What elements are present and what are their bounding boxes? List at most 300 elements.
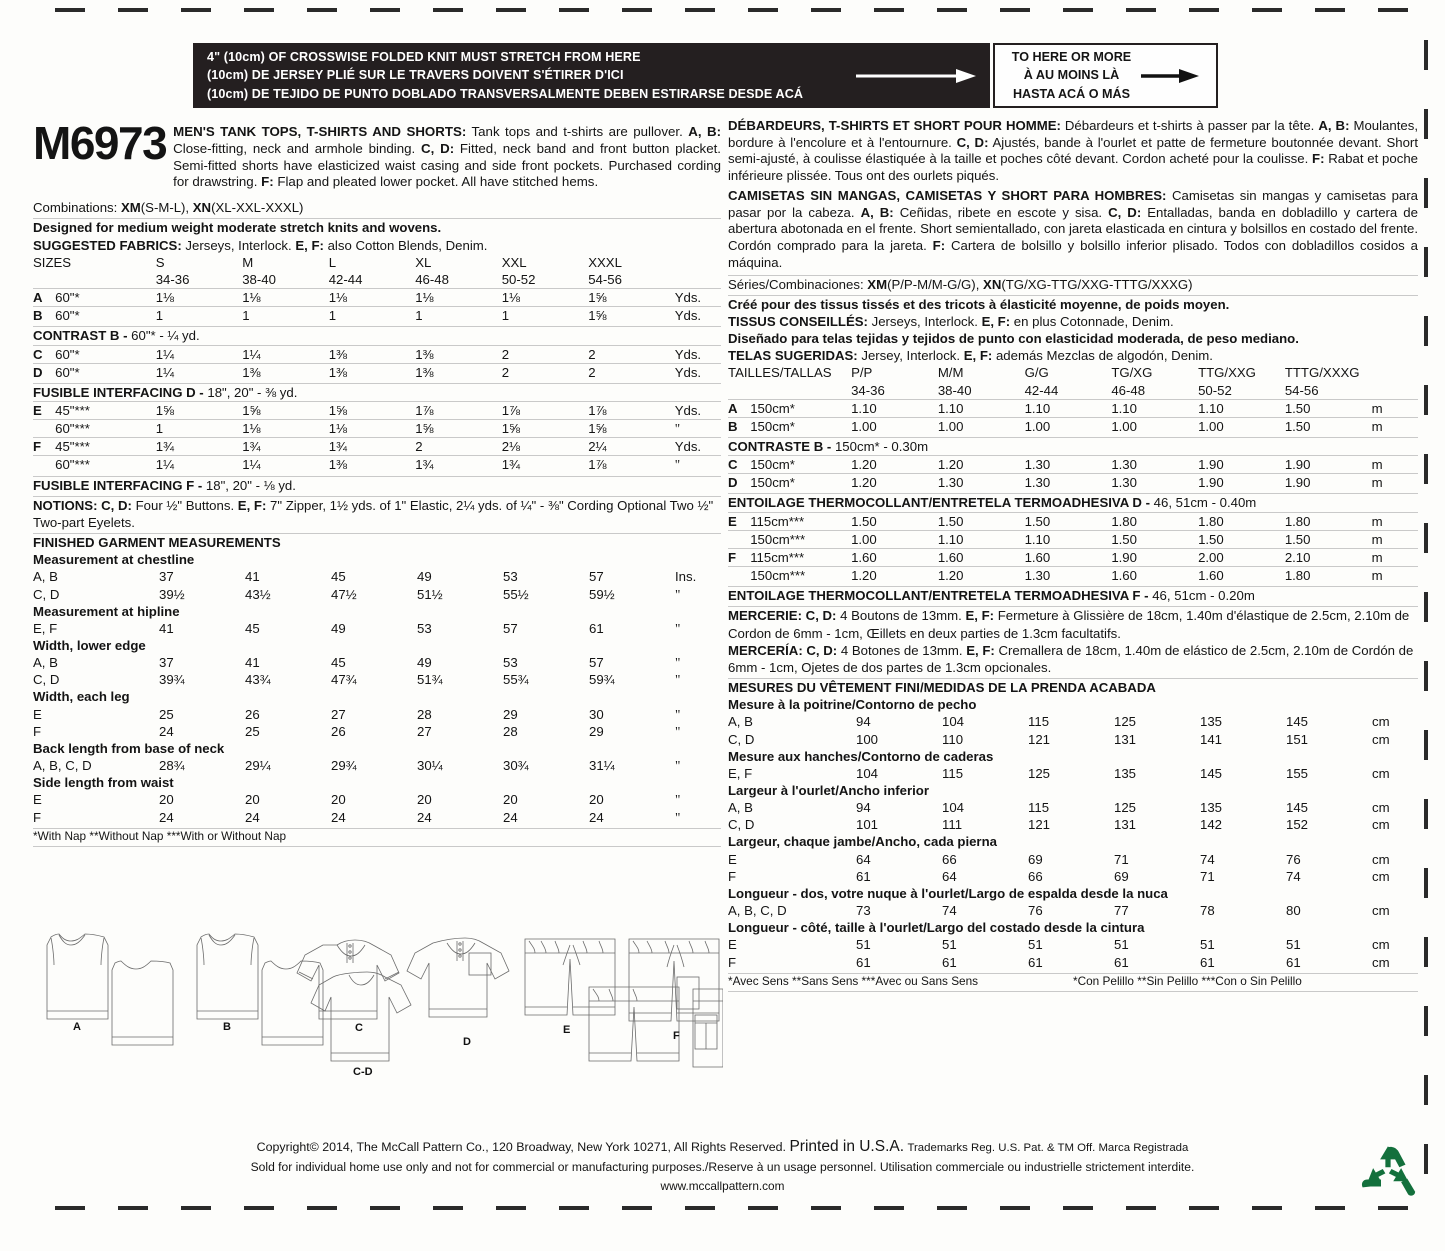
fgm-value-0: 73	[856, 903, 871, 919]
size-name-m-1: M/M	[937, 365, 964, 381]
row-code: F	[728, 548, 750, 566]
row-value-1: 1	[242, 307, 329, 325]
fgm-value-5: 155	[1286, 765, 1309, 781]
row-value-4: 1.80	[1198, 512, 1285, 530]
fgm-value-3: 51½	[417, 586, 443, 602]
finished-measurements-en	[33, 551, 721, 826]
row-value-0: 1.20	[851, 474, 938, 492]
row-value-0: 1.00	[851, 530, 938, 548]
fgm-value-1: 24	[245, 809, 260, 825]
fgm-group-title: Largeur, chaque jambe/Ancho, cada pierna	[728, 834, 997, 850]
interfacing-d-en: FUSIBLE INTERFACING D - 18", 20" - ⅜ yd.	[33, 384, 298, 400]
table-row	[33, 723, 721, 740]
recycle-icon	[1360, 1141, 1416, 1197]
fgm-row-code: A, B	[33, 569, 58, 585]
english-column	[33, 117, 721, 847]
fgm-unit: cm	[1372, 817, 1390, 833]
row-fabric-width: 150cm*	[750, 456, 851, 474]
table-row	[33, 620, 721, 637]
fgm-value-0: 61	[856, 954, 871, 970]
table-row	[33, 654, 721, 671]
fgm-value-4: 24	[503, 809, 518, 825]
row-value-1: 1.20	[938, 456, 1025, 474]
row-value-2: 1¾	[329, 438, 416, 456]
fgm-value-5: 61	[1286, 954, 1301, 970]
table-row	[728, 799, 1418, 816]
table-row	[33, 345, 721, 363]
row-value-0: 1.10	[851, 399, 938, 417]
fgm-value-4: 135	[1200, 714, 1223, 730]
fgm-group-title: Largeur à l'ourlet/Ancho inferior	[728, 782, 929, 798]
table-row	[33, 706, 721, 723]
row-value-3: 1⅜	[415, 363, 502, 381]
table-row	[728, 530, 1418, 548]
row-fabric-width: 150cm*	[750, 417, 851, 435]
table-row	[33, 671, 721, 688]
row-value-3: 1.80	[1111, 512, 1198, 530]
fgm-row-code: F	[728, 868, 737, 884]
row-fabric-width: 115cm***	[750, 548, 851, 566]
footer-website[interactable]: www.mccallpattern.com	[660, 1178, 785, 1193]
row-value-5: 1.50	[1285, 417, 1372, 435]
footer-usage-line: Sold for individual home use only and not for commercial or manufacturing purposes./Reserve à un usage personnel. Utilisation commerciale ou industrielle strictement interdite.	[250, 1160, 1195, 1175]
fgm-value-1: 110	[942, 731, 964, 747]
fgm-unit: cm	[1372, 868, 1390, 884]
row-value-3: 2	[415, 438, 502, 456]
fgm-unit: "	[675, 620, 681, 636]
row-value-3: 1.90	[1111, 548, 1198, 566]
fgm-value-3: 71	[1114, 851, 1129, 867]
size-name-1: M	[242, 254, 254, 270]
row-value-5: 1⅞	[588, 456, 675, 474]
fgm-value-3: 77	[1114, 903, 1129, 919]
fgm-table	[728, 902, 1418, 919]
row-value-3: 1.00	[1111, 417, 1198, 435]
garment-description-fr: DÉBARDEURS, T-SHIRTS ET SHORT POUR HOMME: Débardeurs et t-shirts à passer par la tête. A, B: Moulantes, bordure à l'encolure et à l'entournure. C, D: Ajustés, bande à l'ourlet et patte de fermeture boutonnée devant. Short semi-ajusté, à coulisse élastiquée à la taille et poches côté devant. Cordon acheté pour la coulisse. F: Rabat et poche inférieure plissée. Tous ont des ourlets piqués.	[728, 118, 1418, 184]
fgm-value-3: 28	[417, 706, 432, 722]
row-fabric-width: 60"***	[55, 456, 156, 474]
row-code: D	[33, 363, 55, 381]
row-value-5: 2	[588, 345, 675, 363]
fgm-row-code: F	[728, 954, 737, 970]
fgm-value-2: 26	[331, 723, 346, 739]
drawing-c-tee	[297, 940, 399, 1019]
drawing-d-tee	[407, 938, 509, 1017]
size-range-m-3: 46-48	[1111, 382, 1146, 398]
row-value-1: 1.10	[938, 399, 1025, 417]
drawing-b-tank-back	[262, 961, 323, 1045]
combinations-en: Combinations: XM(S-M-L), XN(XL-XXL-XXXL)	[33, 200, 304, 216]
fgm-table	[33, 568, 721, 602]
fgm-value-4: 55¾	[503, 672, 529, 688]
notions-fr: MERCERIE: C, D: 4 Boutons de 13mm. E, F: Fermeture à Glissière de 18cm, 1.40m d'élastique de 2.5cm, 2.10m de Cordon de 6mm - 1cm, Œillets en deux parties de 1.3cm facultatifs.	[728, 608, 1410, 641]
fgm-value-5: 152	[1286, 817, 1309, 833]
fgm-value-3: 53	[417, 620, 432, 636]
fgm-table	[33, 706, 721, 740]
fgm-value-1: 66	[942, 851, 957, 867]
size-name-5: XXXL	[588, 254, 622, 270]
fgm-group-title: Longueur - côté, taille à l'ourlet/Largo del costado desde la cintura	[728, 920, 1145, 936]
row-value-5: 2	[588, 363, 675, 381]
fgm-table	[33, 757, 721, 774]
row-value-4: 2⅛	[502, 438, 589, 456]
suggested-fabrics-en: SUGGESTED FABRICS: Jerseys, Interlock. E, F: also Cotton Blends, Denim.	[33, 237, 488, 253]
row-value-5: 2¼	[588, 438, 675, 456]
fgm-unit: "	[675, 655, 681, 671]
row-unit: Yds.	[675, 307, 721, 325]
fgm-row-code: A, B	[728, 800, 753, 816]
size-name-m-3: TG/XG	[1111, 365, 1153, 381]
crop-dashes-right	[1424, 0, 1430, 1251]
fgm-value-3: 51	[1114, 937, 1129, 953]
row-fabric-width: 150cm***	[750, 530, 851, 548]
row-value-4: 1	[502, 307, 589, 325]
row-value-2: 1.30	[1025, 474, 1112, 492]
table-row	[728, 713, 1418, 730]
fgm-value-5: 29	[589, 723, 604, 739]
interfacing-d-fr: ENTOILAGE THERMOCOLLANT/ENTRETELA TERMOADHESIVA D - 46, 51cm - 0.40m	[728, 495, 1257, 511]
fgm-value-5: 74	[1286, 868, 1301, 884]
fgm-value-0: 24	[159, 723, 174, 739]
fgm-value-5: 59¾	[589, 672, 615, 688]
row-value-5: 2.10	[1285, 548, 1372, 566]
fgm-value-5: 80	[1286, 903, 1301, 919]
row-value-4: 1.50	[1198, 530, 1285, 548]
fgm-value-0: 28¾	[159, 758, 185, 774]
row-value-2: 1⅜	[329, 456, 416, 474]
label-f: F	[673, 1030, 680, 1042]
to-here-line-en: TO HERE OR MORE	[1011, 49, 1132, 64]
row-value-3: 1⅞	[415, 401, 502, 419]
row-code: B	[33, 307, 55, 325]
fgm-value-2: 125	[1028, 765, 1051, 781]
row-fabric-width: 60"*	[55, 345, 156, 363]
table-row	[728, 851, 1418, 868]
row-code	[33, 420, 55, 438]
label-c-d: C-D	[353, 1066, 373, 1078]
table-row	[728, 902, 1418, 919]
fgm-value-2: 20	[331, 792, 346, 808]
row-value-4: 1.90	[1198, 456, 1285, 474]
fgm-value-2: 69	[1028, 851, 1043, 867]
fgm-value-3: 131	[1114, 817, 1137, 833]
fgm-value-3: 49	[417, 569, 432, 585]
fgm-value-1: 104	[942, 800, 965, 816]
fgm-value-5: 61	[589, 620, 604, 636]
fgm-value-4: 30¾	[503, 758, 529, 774]
fgm-value-1: 104	[942, 714, 965, 730]
row-value-5: 1.50	[1285, 530, 1372, 548]
row-value-1: 1⅛	[242, 289, 329, 307]
table-row	[728, 474, 1418, 492]
fgm-row-code: C, D	[728, 731, 755, 747]
to-here-line-fr: À AU MOINS LÀ	[1023, 68, 1120, 83]
row-code: C	[33, 345, 55, 363]
fgm-value-4: 29	[503, 706, 518, 722]
fgm-value-4: 135	[1200, 800, 1223, 816]
fgm-value-4: 142	[1200, 817, 1223, 833]
fgm-value-5: 145	[1286, 800, 1309, 816]
row-value-2: 1.50	[1025, 512, 1112, 530]
fgm-value-0: 64	[856, 851, 871, 867]
table-row	[728, 548, 1418, 566]
footer-copyright-line	[0, 1135, 1445, 1158]
row-unit: Yds.	[675, 363, 721, 381]
table-row	[728, 456, 1418, 474]
fgm-value-5: 24	[589, 809, 604, 825]
fgm-value-1: 61	[942, 954, 957, 970]
row-fabric-width: 45"***	[55, 401, 156, 419]
fgm-value-1: 43½	[245, 586, 271, 602]
fgm-unit: "	[675, 792, 681, 808]
row-fabric-width: 150cm***	[750, 567, 851, 585]
fgm-value-0: 94	[856, 800, 871, 816]
row-value-0: 1.60	[851, 548, 938, 566]
fgm-table	[33, 791, 721, 825]
pattern-number: M6973	[33, 117, 167, 169]
french-spanish-column	[728, 118, 1418, 992]
drawing-a-tank-back	[112, 961, 173, 1045]
yardage-table-en	[33, 254, 721, 325]
fgm-value-4: 61	[1200, 954, 1215, 970]
garment-description-en: MEN'S TANK TOPS, T-SHIRTS AND SHORTS: Tank tops and t-shirts are pullover. A, B: Close-fitting, neck and armhole binding. C, D: Fitted, neck band and front button placket. Semi-fitted shorts have elasticized waist casing and side front pockets. Purchased cording for drawstring. F: Flap and pleated lower pocket. All have stitched hems.	[173, 124, 721, 190]
row-unit: m	[1372, 567, 1418, 585]
fgm-value-2: 24	[331, 809, 346, 825]
fgm-value-0: 39¾	[159, 672, 185, 688]
table-row	[728, 399, 1418, 417]
fgm-value-4: 20	[503, 792, 518, 808]
drawing-e-shorts	[525, 939, 615, 1015]
row-value-4: 1⅞	[502, 401, 589, 419]
fgm-row-code: E	[33, 792, 42, 808]
row-value-2: 1.00	[1025, 417, 1112, 435]
fgm-value-0: 37	[159, 569, 174, 585]
row-value-1: 1¾	[242, 438, 329, 456]
fgm-value-5: 30	[589, 706, 604, 722]
row-fabric-width: 60"*	[55, 363, 156, 381]
fgm-unit: cm	[1372, 954, 1390, 970]
fgm-value-2: 115	[1028, 800, 1050, 816]
drawing-a-tank	[47, 934, 108, 1019]
fgm-value-3: 30¼	[417, 758, 443, 774]
fgm-value-3: 20	[417, 792, 432, 808]
fgm-unit: "	[675, 706, 681, 722]
fgm-value-5: 20	[589, 792, 604, 808]
size-range-4: 50-52	[501, 271, 536, 287]
fgm-value-2: 121	[1028, 817, 1051, 833]
row-value-0: 1¾	[156, 438, 243, 456]
row-fabric-width: 45"***	[55, 438, 156, 456]
fgm-value-1: 51	[942, 937, 957, 953]
row-value-3: 1.30	[1111, 474, 1198, 492]
fgm-value-0: 101	[856, 817, 879, 833]
row-unit: m	[1372, 512, 1418, 530]
fgm-row-code: E	[728, 851, 737, 867]
row-value-1: 1.50	[938, 512, 1025, 530]
row-code: E	[728, 512, 750, 530]
suggested-fabrics-es: TELAS SUGERIDAS: Jersey, Interlock. E, F: además Mezclas de algodón, Denim.	[728, 348, 1213, 364]
row-value-4: 1¾	[502, 456, 589, 474]
fgm-group-title: Width, lower edge	[33, 638, 146, 653]
fgm-value-5: 59½	[589, 586, 615, 602]
table-row	[33, 438, 721, 456]
table-row	[728, 765, 1418, 782]
fgm-value-3: 69	[1114, 868, 1129, 884]
trademarks-text: Trademarks Reg. U.S. Pat. & TM Off. Marca Registrada	[907, 1142, 1189, 1154]
table-row	[728, 512, 1418, 530]
row-value-5: 1.80	[1285, 567, 1372, 585]
row-code: F	[33, 438, 55, 456]
fgm-unit: "	[675, 758, 681, 774]
fgm-group-title: Side length from waist	[33, 775, 174, 791]
fgm-value-3: 135	[1114, 765, 1137, 781]
table-row	[728, 731, 1418, 748]
table-row	[728, 417, 1418, 435]
label-a: A	[73, 1021, 81, 1033]
fgm-unit: cm	[1372, 800, 1390, 816]
row-unit: m	[1372, 456, 1418, 474]
designed-for-en: Designed for medium weight moderate stretch knits and wovens.	[33, 220, 442, 236]
fgm-value-0: 37	[159, 655, 174, 671]
row-value-1: 1.10	[938, 530, 1025, 548]
footer	[0, 1135, 1445, 1196]
fgm-table	[728, 799, 1418, 833]
fgm-unit: "	[675, 723, 681, 739]
stretch-arrow-white-icon	[856, 68, 976, 84]
contrast-b-en: CONTRAST B - 60"* - ¼ yd.	[33, 328, 200, 344]
fgm-unit: cm	[1372, 937, 1390, 953]
fgm-row-code: E, F	[33, 620, 58, 636]
fgm-value-4: 55½	[503, 586, 529, 602]
row-value-0: 1¼	[156, 456, 243, 474]
table-row	[33, 401, 721, 419]
table-row	[33, 456, 721, 474]
row-value-1: 1⅝	[242, 401, 329, 419]
row-code: A	[33, 289, 55, 307]
fgm-unit: "	[675, 672, 681, 688]
fgm-table	[33, 654, 721, 688]
fgm-value-1: 25	[245, 723, 260, 739]
fgm-value-1: 29¼	[245, 758, 271, 774]
sizes-label-en: SIZES	[33, 254, 72, 270]
fgm-value-2: 29¾	[331, 758, 357, 774]
table-row	[33, 420, 721, 438]
row-value-0: 1⅛	[156, 289, 243, 307]
row-value-3: 1.10	[1111, 399, 1198, 417]
fgm-value-2: 61	[1028, 954, 1043, 970]
fgm-value-0: 100	[856, 731, 879, 747]
row-value-4: 2	[502, 363, 589, 381]
size-name-3: XL	[415, 254, 432, 270]
row-value-2: 1.10	[1025, 399, 1112, 417]
fgm-unit: cm	[1372, 765, 1390, 781]
row-value-0: 1.20	[851, 456, 938, 474]
fgm-group-title: Width, each leg	[33, 689, 130, 705]
nap-note-fr: *Avec Sens **Sans Sens ***Avec ou Sans Sens	[728, 973, 979, 988]
fgm-value-1: 43¾	[245, 672, 271, 688]
fgm-title-en: FINISHED GARMENT MEASUREMENTS	[33, 535, 281, 551]
fgm-unit: cm	[1372, 731, 1390, 747]
row-value-3: 1⅛	[415, 289, 502, 307]
fgm-row-code: A, B, C, D	[33, 758, 92, 774]
row-value-4: 1.60	[1198, 567, 1285, 585]
nap-note-en: *With Nap **Without Nap ***With or Without Nap	[33, 828, 287, 843]
fgm-value-2: 47¾	[331, 672, 357, 688]
stretch-line-es: (10cm) DE TEJIDO DE PUNTO DOBLADO TRANSVERSALMENTE DEBEN ESTIRARSE DESDE ACÁ	[207, 86, 804, 101]
fgm-value-2: 51	[1028, 937, 1043, 953]
row-value-1: 1.30	[938, 474, 1025, 492]
row-value-2: 1.60	[1025, 548, 1112, 566]
row-fabric-width: 150cm*	[750, 474, 851, 492]
size-range-2: 42-44	[328, 271, 363, 287]
fgm-unit: cm	[1372, 903, 1390, 919]
row-value-1: 1.00	[938, 417, 1025, 435]
fgm-value-2: 76	[1028, 903, 1043, 919]
row-value-5: 1⅝	[588, 289, 675, 307]
row-value-3: 1⅝	[415, 420, 502, 438]
row-value-2: 1⅜	[329, 363, 416, 381]
fgm-value-1: 26	[245, 706, 260, 722]
size-range-0: 34-36	[155, 271, 190, 287]
fgm-value-1: 41	[245, 569, 260, 585]
size-range-m-4: 50-52	[1198, 382, 1232, 398]
fgm-value-4: 51	[1200, 937, 1215, 953]
row-value-4: 1⅝	[502, 420, 589, 438]
fgm-value-5: 57	[589, 655, 604, 671]
fgm-title-fr-es: MESURES DU VÊTEMENT FINI/MEDIDAS DE LA PRENDA ACABADA	[728, 680, 1156, 696]
fgm-table	[728, 765, 1418, 782]
fgm-value-0: 24	[159, 809, 174, 825]
row-code	[728, 530, 750, 548]
row-value-5: 1⅝	[588, 307, 675, 325]
fgm-value-5: 31¼	[589, 758, 615, 774]
table-row	[33, 289, 721, 307]
fgm-value-5: 57	[589, 569, 604, 585]
fgm-group-title: Measurement at hipline	[33, 603, 180, 619]
fgm-value-1: 64	[942, 868, 957, 884]
stretch-line-fr: (10cm) DE JERSEY PLIÉ SUR LE TRAVERS DOIVENT S'ÉTIRER D'ICI	[207, 68, 624, 83]
fgm-value-4: 141	[1200, 731, 1223, 747]
row-value-0: 1.00	[851, 417, 938, 435]
crop-dashes-top	[0, 8, 1445, 14]
fgm-value-0: 61	[856, 868, 871, 884]
nap-notes-fr-es	[728, 974, 1418, 989]
row-value-4: 2.00	[1198, 548, 1285, 566]
row-value-0: 1	[156, 420, 243, 438]
size-range-row-metric	[728, 382, 1418, 400]
nap-note-es: *Con Pelillo **Sin Pelillo ***Con o Sin Pelillo	[1073, 973, 1302, 988]
row-value-2: 1⅝	[329, 401, 416, 419]
row-value-3: 1	[415, 307, 502, 325]
stretch-gauge-banner	[193, 43, 1218, 108]
fgm-value-2: 27	[331, 706, 346, 722]
fgm-value-1: 111	[942, 817, 963, 833]
size-range-row	[33, 271, 721, 289]
table-row	[33, 568, 721, 585]
fgm-value-3: 61	[1114, 954, 1129, 970]
row-value-0: 1¼	[156, 363, 243, 381]
fgm-value-2: 45	[331, 569, 346, 585]
row-unit: Yds.	[675, 289, 721, 307]
crop-dashes-bottom	[0, 1206, 1445, 1212]
fgm-value-1: 41	[245, 655, 260, 671]
table-row	[728, 567, 1418, 585]
fgm-value-4: 57	[503, 620, 518, 636]
row-unit: "	[675, 420, 721, 438]
row-value-5: 1.80	[1285, 512, 1372, 530]
row-value-4: 1.10	[1198, 399, 1285, 417]
row-code	[728, 567, 750, 585]
